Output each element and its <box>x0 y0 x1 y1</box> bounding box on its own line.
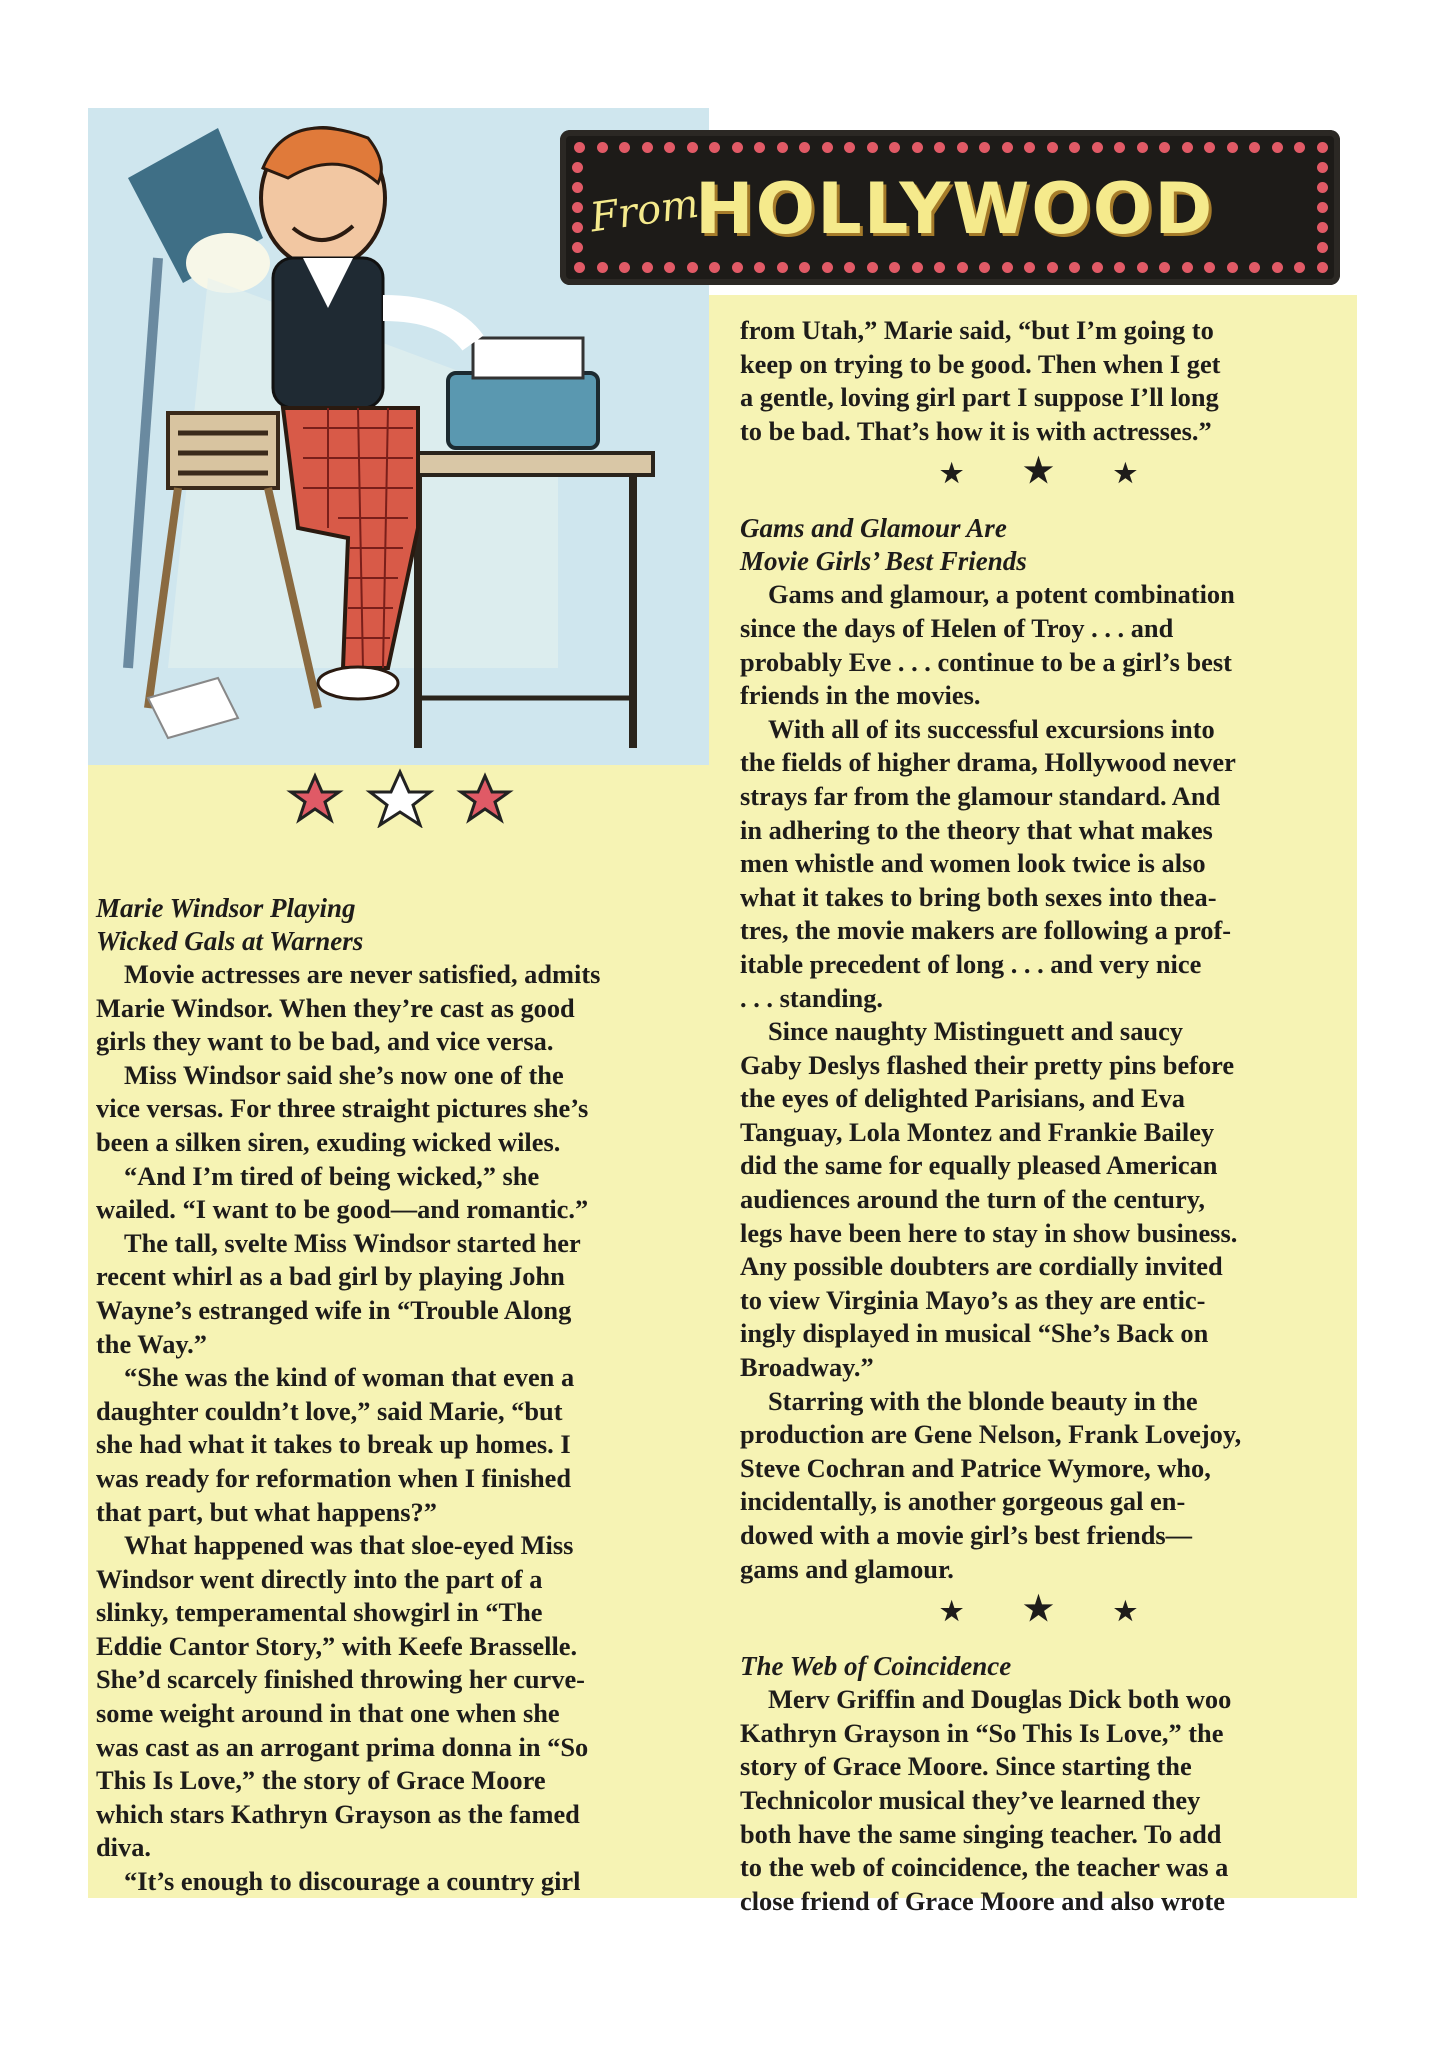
bulb-icon <box>754 262 765 273</box>
bulb-icon <box>1204 142 1215 153</box>
bulb-icon <box>934 142 945 153</box>
text-line: both have the same singing teacher. To add <box>740 1818 1222 1849</box>
bulb-icon <box>687 142 698 153</box>
paragraph <box>740 1683 1337 1918</box>
text-line: . . . standing. <box>740 982 883 1013</box>
text-line: The tall, svelte Miss Windsor started her <box>124 1227 581 1258</box>
text-line: Starring with the blonde beauty in the <box>768 1385 1198 1416</box>
star-icon: ★ <box>1113 459 1198 489</box>
text-line: which stars Kathryn Grayson as the famed <box>96 1798 580 1829</box>
bulb-icon <box>732 142 743 153</box>
text-line: strays far from the glamour standard. And <box>740 780 1221 811</box>
text-line: dowed with a movie girl’s best friends— <box>740 1520 1193 1550</box>
heading-line: Marie Windsor Playing <box>96 893 356 923</box>
bulb-icon <box>777 262 788 273</box>
text-line: This Is Love,” the story of Grace Moore <box>96 1765 546 1796</box>
bulb-icon <box>1272 142 1283 153</box>
text-line: since the days of Helen of Troy . . . and <box>740 612 1174 643</box>
paragraph <box>96 1160 694 1227</box>
right-column <box>740 314 1337 1918</box>
bulb-icon <box>844 142 855 153</box>
star-icon <box>461 776 509 820</box>
article-heading-web <box>740 1650 1337 1683</box>
bulb-icon <box>1294 262 1305 273</box>
text-line: “It’s enough to discourage a country girl <box>124 1866 581 1897</box>
paragraph <box>96 958 694 1059</box>
bulb-icon <box>799 262 810 273</box>
star-separator <box>740 452 1337 494</box>
bulb-icon <box>1069 142 1080 153</box>
bulb-icon <box>1249 142 1260 153</box>
marquee-title: HOLLYWOOD <box>695 168 1215 250</box>
paragraph <box>740 1385 1337 1587</box>
text-line: Any possible doubters are cordially invited <box>740 1251 1223 1282</box>
bulb-icon <box>572 222 583 233</box>
bulb-icon <box>687 262 698 273</box>
bulb-icon <box>572 202 583 213</box>
text-line: gams and glamour. <box>740 1553 954 1584</box>
bulb-icon <box>572 242 583 253</box>
marquee-from-text: From <box>587 180 702 242</box>
bulb-icon <box>777 142 788 153</box>
text-line: Windsor went directly into the part of a <box>96 1563 543 1594</box>
text-line: itable precedent of long . . . and very nice <box>740 948 1202 979</box>
paragraph <box>740 578 1337 712</box>
bulb-icon <box>1294 142 1305 153</box>
bulb-icon <box>1272 262 1283 273</box>
bulb-icon <box>1182 142 1193 153</box>
text-line: the fields of higher drama, Hollywood never <box>740 747 1236 778</box>
text-line: to the web of coincidence, the teacher was a <box>740 1852 1229 1883</box>
text-line: wailed. “I want to be good—and romantic.” <box>96 1194 589 1225</box>
text-line: keep on trying to be good. Then when I get <box>740 348 1221 379</box>
paragraph <box>96 1227 694 1361</box>
left-paragraphs <box>96 958 694 1899</box>
bulb-icon <box>574 262 585 273</box>
text-line: diva. <box>96 1832 151 1863</box>
bulb-icon <box>597 262 608 273</box>
bulb-icon <box>664 142 675 153</box>
bulb-icon <box>1159 262 1170 273</box>
hollywood-marquee <box>560 130 1340 285</box>
star-icon <box>370 772 430 825</box>
web-paragraphs <box>740 1683 1337 1918</box>
text-line: she had what it takes to break up homes. I <box>96 1429 571 1460</box>
heading-line: Movie Girls’ Best Friends <box>740 546 1027 577</box>
text-line: ingly displayed in musical “She’s Back on <box>740 1318 1209 1349</box>
text-line: the eyes of delighted Parisians, and Eva <box>740 1083 1185 1114</box>
text-line: from Utah,” Marie said, “but I’m going to <box>740 315 1214 345</box>
star-separator <box>740 1590 1337 1632</box>
text-line: Marie Windsor. When they’re cast as good <box>96 992 575 1023</box>
text-line: did the same for equally pleased American <box>740 1150 1218 1181</box>
heading-line: Wicked Gals at Warners <box>96 926 364 956</box>
star-icon <box>291 776 339 820</box>
left-column <box>96 892 694 1899</box>
text-line: Eddie Cantor Story,” with Keefe Brasselle. <box>96 1630 578 1661</box>
bulb-icon <box>574 142 585 153</box>
text-line: a gentle, loving girl part I suppose I’ll long <box>740 382 1219 413</box>
heading-line: The Web of Coincidence <box>740 1651 1012 1682</box>
bulb-icon <box>709 142 720 153</box>
bulb-icon <box>1204 262 1215 273</box>
bulb-icon <box>912 262 923 273</box>
text-line: to view Virginia Mayo’s as they are entic- <box>740 1284 1206 1315</box>
bulb-icon <box>1317 222 1328 233</box>
text-line: production are Gene Nelson, Frank Lovejoy, <box>740 1419 1242 1450</box>
text-line: tres, the movie makers are following a prof- <box>740 915 1232 946</box>
paragraph <box>740 1015 1337 1385</box>
text-line: daughter couldn’t love,” said Marie, “but <box>96 1395 563 1426</box>
bulb-icon <box>957 142 968 153</box>
bulb-icon <box>1047 142 1058 153</box>
text-line: Since naughty Mistinguett and saucy <box>768 1016 1183 1047</box>
gams-paragraphs <box>740 578 1337 1586</box>
bulb-icon <box>1159 142 1170 153</box>
bulb-icon <box>1024 142 1035 153</box>
text-line: “And I’m tired of being wicked,” she <box>124 1160 540 1191</box>
bulb-icon <box>1002 142 1013 153</box>
bulb-icon <box>1249 262 1260 273</box>
bulb-icon <box>709 262 720 273</box>
bulb-icon <box>889 262 900 273</box>
text-line: Technicolor musical they’ve learned they <box>740 1784 1201 1815</box>
bulb-icon <box>867 142 878 153</box>
text-line: was ready for reformation when I finished <box>96 1462 572 1493</box>
paragraph <box>96 1059 694 1160</box>
star-icon: ★ <box>1023 1591 1114 1629</box>
text-line: been a silken siren, exuding wicked wiles. <box>96 1126 561 1157</box>
bulb-icon <box>1317 242 1328 253</box>
bulb-icon <box>889 142 900 153</box>
text-line: What happened was that sloe-eyed Miss <box>124 1530 574 1561</box>
text-line: Movie actresses are never satisfied, admits <box>124 959 601 989</box>
star-icon: ★ <box>1023 453 1114 491</box>
bulb-icon <box>1069 262 1080 273</box>
bulb-icon <box>754 142 765 153</box>
bulb-icon <box>1024 262 1035 273</box>
bulb-icon <box>619 262 630 273</box>
bulb-icon <box>1114 142 1125 153</box>
bulb-icon <box>1047 262 1058 273</box>
text-line: the Way.” <box>96 1328 207 1359</box>
bulb-icon <box>1092 142 1103 153</box>
text-line: was cast as an arrogant prima donna in “So <box>96 1731 589 1762</box>
paragraph <box>96 1865 694 1899</box>
bulb-icon <box>979 262 990 273</box>
bulb-icon <box>642 262 653 273</box>
bulb-icon <box>1317 142 1328 153</box>
text-line: recent whirl as a bad girl by playing John <box>96 1261 565 1292</box>
bulb-icon <box>844 262 855 273</box>
text-line: Wayne’s estranged wife in “Trouble Along <box>96 1294 572 1325</box>
text-line: friends in the movies. <box>740 680 981 711</box>
text-line: close friend of Grace Moore and also wrote <box>740 1885 1225 1916</box>
bulb-icon <box>979 142 990 153</box>
text-line: slinky, temperamental showgirl in “The <box>96 1597 543 1628</box>
lead-paragraph <box>740 314 1337 448</box>
text-line: Broadway.” <box>740 1352 874 1383</box>
bulb-icon <box>1227 142 1238 153</box>
bulb-icon <box>1317 262 1328 273</box>
text-line: Miss Windsor said she’s now one of the <box>124 1059 564 1090</box>
text-line: audiences around the turn of the century, <box>740 1184 1206 1215</box>
text-line: Tanguay, Lola Montez and Frankie Bailey <box>740 1116 1215 1147</box>
bulb-icon <box>642 142 653 153</box>
bulb-icon <box>619 142 630 153</box>
text-line: what it takes to bring both sexes into thea- <box>740 881 1217 912</box>
star-icon: ★ <box>939 1597 1024 1627</box>
text-line: incidentally, is another gorgeous gal en- <box>740 1486 1186 1517</box>
bulb-icon <box>1002 262 1013 273</box>
text-line: probably Eve . . . continue to be a girl’s best <box>740 646 1232 677</box>
text-line: some weight around in that one when she <box>96 1698 560 1729</box>
paragraph <box>740 713 1337 1015</box>
article-heading-marie-windsor <box>96 892 694 958</box>
text-line: story of Grace Moore. Since starting the <box>740 1751 1192 1782</box>
text-line: in adhering to the theory that what makes <box>740 814 1213 845</box>
bulb-icon <box>1114 262 1125 273</box>
text-line: Steve Cochran and Patrice Wymore, who, <box>740 1452 1211 1483</box>
text-line: that part, but what happens?” <box>96 1496 437 1527</box>
bulb-icon <box>732 262 743 273</box>
bulb-icon <box>934 262 945 273</box>
text-line: Gams and glamour, a potent combination <box>768 579 1235 610</box>
bulb-icon <box>1227 262 1238 273</box>
bulb-icon <box>572 162 583 173</box>
bulb-icon <box>1137 262 1148 273</box>
bulb-icon <box>822 142 833 153</box>
bulb-icon <box>799 142 810 153</box>
text-line: Gaby Deslys flashed their pretty pins before <box>740 1049 1235 1080</box>
paragraph <box>96 1361 694 1529</box>
article-heading-gams <box>740 512 1337 578</box>
bulb-icon <box>597 142 608 153</box>
text-line: “She was the kind of woman that even a <box>124 1362 575 1393</box>
bulb-icon <box>957 262 968 273</box>
star-icon: ★ <box>1113 1597 1198 1627</box>
text-line: men whistle and women look twice is also <box>740 848 1206 879</box>
text-line: Kathryn Grayson in “So This Is Love,” the <box>740 1717 1224 1748</box>
star-icon: ★ <box>939 459 1024 489</box>
bulb-icon <box>1317 182 1328 193</box>
bulb-icon <box>912 142 923 153</box>
text-line: girls they want to be bad, and vice versa. <box>96 1026 554 1057</box>
text-line: She’d scarcely finished throwing her curve- <box>96 1664 585 1695</box>
text-line: to be bad. That’s how it is with actresses.” <box>740 415 1212 446</box>
bulb-icon <box>1317 162 1328 173</box>
text-line: With all of its successful excursions into <box>768 713 1215 744</box>
bulb-icon <box>664 262 675 273</box>
decorative-stars <box>285 768 515 828</box>
bulb-icon <box>867 262 878 273</box>
bulb-icon <box>1092 262 1103 273</box>
text-line: legs have been here to stay in show business. <box>740 1217 1238 1248</box>
bulb-icon <box>1137 142 1148 153</box>
bulb-icon <box>572 182 583 193</box>
heading-line: Gams and Glamour Are <box>740 513 1007 544</box>
bulb-icon <box>1317 202 1328 213</box>
paragraph <box>96 1529 694 1865</box>
text-line: vice versas. For three straight pictures she’s <box>96 1093 589 1124</box>
text-line: Merv Griffin and Douglas Dick both woo <box>768 1684 1232 1715</box>
bulb-icon <box>1182 262 1193 273</box>
bulb-icon <box>822 262 833 273</box>
